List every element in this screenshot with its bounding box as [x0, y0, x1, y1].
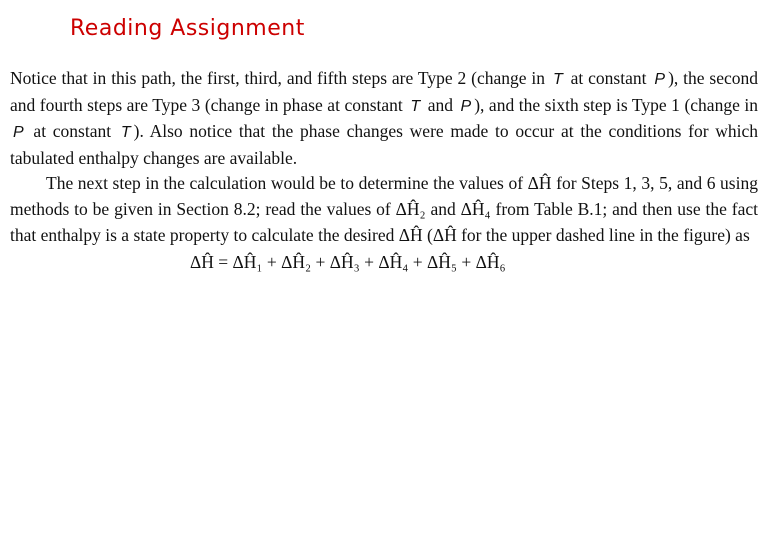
symbol-pressure: P	[460, 97, 472, 115]
para1-text-4: and	[427, 94, 453, 115]
para1-text-3: ), the second and fourth steps are Type 3 (change in phase at constant	[10, 68, 759, 115]
paragraph-path-steps	[10, 66, 758, 171]
para1-text-2: at constant	[570, 68, 647, 88]
para1-text-1: Notice that in this path, the first, third, and fifth steps are Type 2 (change in	[10, 68, 546, 88]
symbol-temperature: T	[120, 124, 131, 142]
symbol-temperature: T	[552, 71, 563, 88]
enthalpy-sum-equation: ΔĤ = ΔĤ₁ + ΔĤ₂ + ΔĤ₃ + ΔĤ₄ + ΔĤ₅ + ΔĤ₆	[190, 252, 506, 273]
para2-text: The next step in the calculation would be to determine the values of ΔĤ for Steps 1, 3, 5, and 6 using methods to be given in Section 8.2; read the values of ΔĤ₂ and ΔĤ₄ from Table B.1; and then use the fact that enthalpy is a state property to calculate the desired ΔĤ (ΔĤ for the upper dashed line in the figure) as	[10, 173, 758, 245]
para1-text-7: ). Also notice that the phase changes were made to occur at the conditions for which tabulated enthalpy changes are available.	[10, 121, 759, 168]
symbol-pressure: P	[654, 71, 666, 88]
para1-text-5: ), and the sixth step is Type 1 (change in	[474, 94, 758, 115]
symbol-pressure: P	[13, 124, 24, 142]
symbol-temperature: T	[410, 97, 421, 115]
paragraph-next-step	[10, 171, 758, 248]
slide-title: Reading Assignment	[70, 16, 305, 41]
textbook-excerpt	[10, 66, 758, 276]
para1-text-6: at constant	[33, 121, 112, 142]
